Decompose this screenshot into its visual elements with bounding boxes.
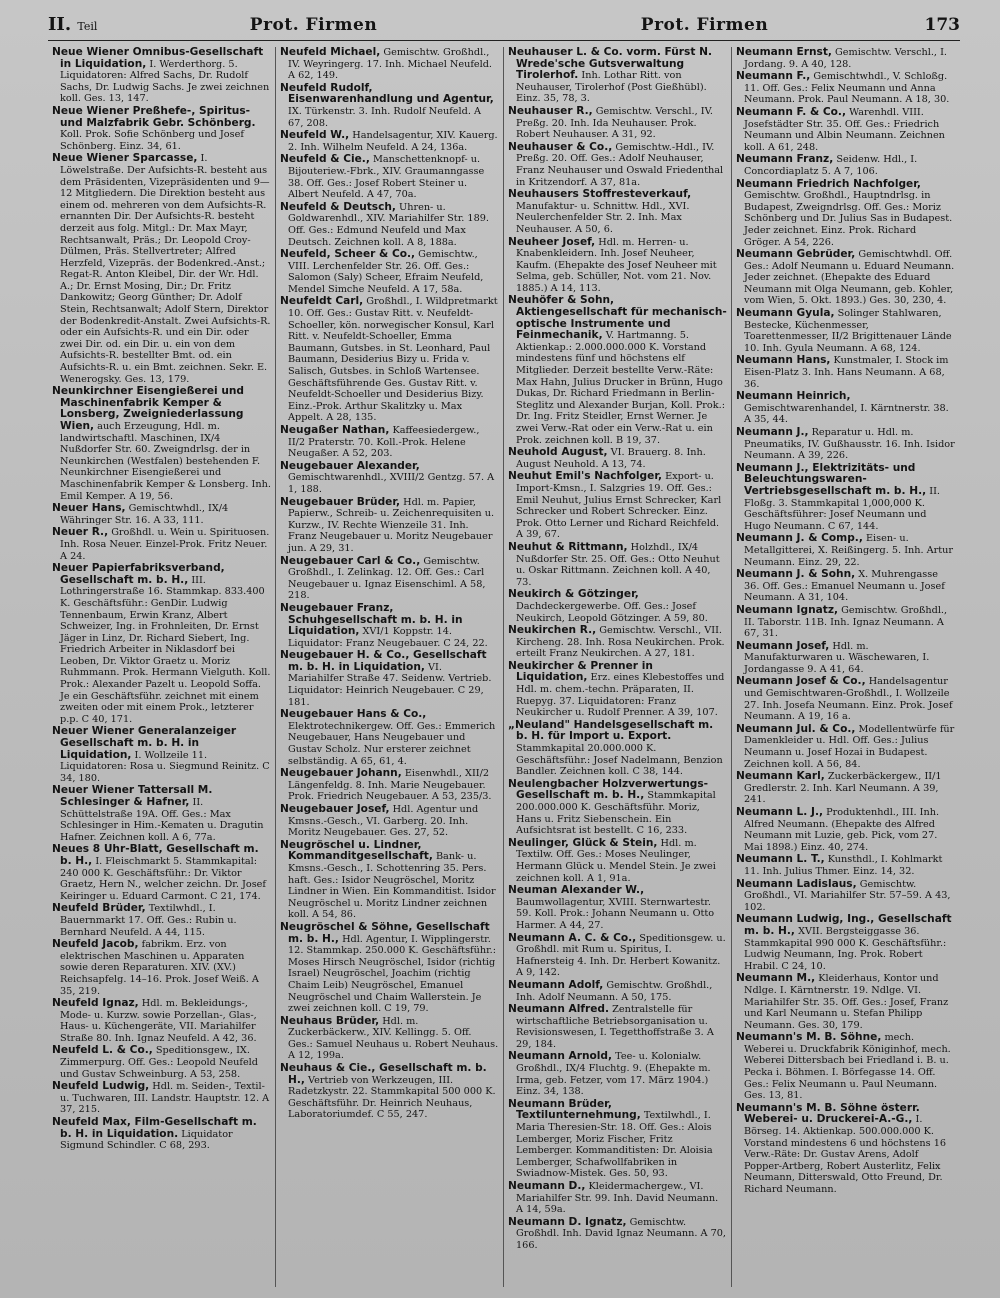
directory-entry — [508, 47, 727, 105]
entry-text: Manschettenknopf- u. Bijouteriew.-Fbrk., XIV. Graumanngasse 38. Off. Ges.: Josef Robert Steiner u. Albert Neufeld. A 47, 70a. — [288, 154, 485, 201]
firm-name: Neuer Wiener Tattersall M. Schlesinger & Hafner, — [52, 784, 213, 808]
entry-text: Gemischtw. Großhdl., IV. Weyringerg. 17. Inh. Michael Neufeld. A 62, 149. — [288, 47, 493, 82]
entry-text: XVII. Bergsteiggasse 36. Stammkapital 990 000 K. Geschäftsführ.: Ludwig Neumann, Ing. Prok. Robert Hrabil. C 24, 10. — [744, 925, 947, 972]
directory-entry — [280, 840, 499, 921]
firm-name: Neulengbacher Holzverwertungs-Gesellschaft m. b. H., — [508, 777, 709, 802]
firm-name: Neugebauer Johann, — [280, 767, 402, 780]
directory-entry — [280, 603, 499, 649]
firm-name: Neuer Wiener Generalanzeiger Gesellschaft m. b. H. in Liquidation, — [52, 725, 237, 761]
part-suffix: Teil — [77, 20, 98, 33]
entry-text: Warenhdl. VIII. Josefstädter Str. 35. Off. Ges.: Friedrich Neumann und Albin Neumann. Zeichnen koll. A 61, 248. — [744, 106, 945, 153]
entry-text: Stammkapital 20.000.000 K. Geschäftsführ.: Josef Nadelmann, Benzion Bandler. Zeichnen koll. C 38, 144. — [516, 743, 723, 778]
firm-name: Neugebauer Franz, Schuhgesellschaft m. b. H. in Liquidation, — [280, 601, 463, 638]
directory-entry — [508, 295, 727, 446]
entry-text: Kleidermachergew., VI. Mariahilfer Str. 99. Inh. David Neumann. A 14, 59a. — [516, 1181, 719, 1216]
directory-entry — [280, 650, 499, 708]
firm-name: Neumann Arnold, — [508, 1050, 613, 1063]
firm-name: „Neuland" Handelsgesellschaft m. b. H. für Import u. Export. — [508, 718, 714, 743]
firm-name: Neumann F. & Co., — [736, 105, 846, 118]
entry-text: Uhren- u. Goldwarenhdl., XIV. Mariahilfer Str. 189. Off. Ges.: Edmund Neufeld und Max Deutsch. Zeichnen koll. A 8, 188a. — [288, 201, 489, 248]
firm-name: Neumann Adolf, — [508, 978, 604, 991]
entry-text: II. Schüttelstraße 19A. Off. Ges.: Max Schlesinger in Him.-Kematen u. Dragutin Hafner. Zeichnen koll. A 6, 77a. — [60, 797, 264, 843]
firm-name: Neunkirchner Eisengießerei und Maschinenfabrik Kemper & Lonsberg, Zweigniederlassung Wien, — [52, 385, 244, 432]
entry-text: Hdl. m. Bekleidungs-, Mode- u. Kurzw. sowie Porzellan-, Glas-, Haus- u. Küchengeräte, VII. Mariahilfer Straße 80. Inh. Ignaz Neufeld. A 42, 36. — [60, 998, 257, 1044]
directory-entry — [280, 497, 499, 555]
firm-name: Neukirch & Götzinger, — [508, 588, 639, 601]
directory-entry — [52, 785, 271, 843]
directory-entry — [52, 1045, 271, 1080]
firm-name: Neumann D. Ignatz, — [508, 1215, 627, 1228]
entry-text: Gemischtw. Verschl., IV. Preßg. 20. Inh. Ida Neuhauser. Prok. Robert Neuhauser. A 31, 92. — [516, 105, 713, 141]
directory-entry — [736, 47, 956, 70]
directory-entry — [280, 709, 499, 767]
firm-name: Neugebauer Hans & Co., — [280, 708, 427, 721]
entry-text: Hdl. Agentur, I. Wipplingerstr. 12. Stammkap. 250.000 K. Geschäftsführ.: Moses Hirsch Neugröschel, Isidor (richtig Israel) Neugröschel, Joachim (richtig Chaim Leib) Neugröschel, Emanuel Neugröschel und Chaim Wallerstein. Je zwei zeichnen koll. C 19, 79. — [288, 933, 497, 1015]
directory-entry — [736, 391, 956, 426]
directory-entry — [736, 1032, 956, 1102]
column-3 — [504, 47, 732, 1287]
entry-text: Baumwollagentur, XVIII. Sternwartestr. 59. Koll. Prok.: Johann Neumann u. Otto Harmer. A 44, 27. — [516, 896, 715, 931]
directory-entry — [508, 471, 727, 541]
firm-name: Neumann Ernst, — [736, 47, 832, 58]
directory-entry — [736, 724, 956, 770]
entry-text: Bank- u. Kmsns.-Gesch., I. Schottenring 35. Pers. haft. Ges.: Isidor Neugröschel, Moritz Lindner in Wien. Ein Kommanditist. Isidor Neugröschel u. Moritz Lindner zeichnen koll. A 54, 86. — [288, 851, 496, 921]
directory-entry — [280, 1016, 499, 1062]
directory-entry — [736, 463, 956, 533]
entry-text: Hdl. m. Manufakturwaren u. Wäschewaren, I. Jordangasse 9. A 41, 64. — [744, 640, 930, 675]
firm-name: Neumann J. & Comp., — [736, 532, 863, 545]
firm-name: Neufeld Jacob, — [52, 938, 139, 951]
firm-name: Neumann Karl, — [736, 770, 825, 783]
firm-name: Neuman Alexander W., — [508, 884, 645, 897]
firm-name: Neumann Gyula, — [736, 307, 835, 320]
entry-text: Inh. Lothar Ritt. von Neuhauser, Tirolerhof (Post Gießhübl). Einz. 35, 78, 3. — [516, 70, 707, 105]
entry-text: Hdl. m. Herren- u. Knabenkleidern. Inh. Josef Neuheer, Kaufm. (Ehepakte des Josef Neuheer mit Selma, geb. Schüller, Not. vom 21. Nov. 1885.) A 14, 113. — [516, 236, 717, 294]
firm-name: Neuhaus Brüder, — [280, 1014, 380, 1027]
entry-text: I. Fleischmarkt 5. Stammkapital: 240 000 K. Geschäftsführ.: Dr. Viktor Graetz, Hern N., welcher zeichn. Dr. Josef Keiringer u. Eduard Carmont. C 21, 174. — [60, 855, 266, 902]
firm-name: Neumann Hans, — [736, 354, 831, 367]
entry-text: IX. Türkenstr. 3. Inh. Rudolf Neufeld. A 67, 208. — [288, 105, 481, 129]
entry-text: II. Floßg. 3. Stammkapital 1,000,000 K. Geschäftsführer: Josef Neumann und Hugo Neumann. C 67, 144. — [744, 485, 940, 532]
entry-text: Elektrotechnikergew. Off. Ges.: Emmerich Neugebauer, Hans Neugebauer und Gustav Scholz. Nur ersterer zeichnet selbständig. A 65, 61, 4. — [288, 720, 496, 767]
entry-text: I. Werderthorg. 5. Liquidatoren: Alfred Sachs, Dr. Rudolf Sachs, Dr. Ludwig Sachs. Je zwei zeichnen koll. Ges. 13, 147. — [60, 58, 270, 105]
directory-entry — [508, 1181, 727, 1216]
firm-name: Neuhut & Rittmann, — [508, 540, 628, 553]
directory-entry — [508, 542, 727, 588]
entry-text: Gemischtwhdl., V. Schloßg. 11. Off. Ges.: Felix Neumann und Anna Neumann. Prok. Paul Neumann. A 18, 30. — [744, 71, 950, 106]
directory-entry — [508, 1099, 727, 1180]
firm-name: Neumann D., — [508, 1180, 586, 1192]
firm-name: Neue Wiener Omnibus-Gesellschaft in Liquidation, — [52, 47, 264, 70]
entry-text: fabrikm. Erz. von elektrischen Maschinen u. Apparaten sowie deren Reparaturen. XIV. (XV.) Reichsapfelg. 14–16. Prok. Josef Weiß. A 35, 219. — [60, 939, 259, 997]
firm-name: Neumann L. T., — [736, 853, 825, 866]
entry-text: Kaffeesiedergew., II/2 Praterstr. 70. Koll.-Prok. Helene Neugaßer. A 52, 203. — [288, 425, 480, 460]
firm-name: Neumann Heinrich, — [736, 390, 851, 403]
directory-entry — [736, 854, 956, 877]
firm-name: Neufeld, Scheer & Co., — [280, 248, 416, 261]
entry-text: Gemischtwarenhandel, I. Kärntnerstr. 38. A 35, 44. — [744, 402, 949, 426]
firm-name: Neuhold August, — [508, 446, 608, 459]
directory-entry — [280, 768, 499, 803]
directory-entry — [280, 556, 499, 602]
entry-text: Hdl. Agentur und Kmsns.-Gesch., VI. Garberg. 20. Inh. Moritz Neugebauer. Ges. 27, 52. — [288, 804, 479, 839]
directory-entry — [508, 625, 727, 660]
directory-entry — [736, 308, 956, 354]
page-number: 173 — [924, 15, 960, 35]
entry-text: Eisenwhdl., XII/2 Längenfeldg. 8. Inh. Marie Neugebauer. Prok. Friedrich Neugebauer. A 53, 235/3. — [288, 768, 492, 803]
directory-entry — [736, 107, 956, 153]
firm-name: Neumann Ladislaus, — [736, 877, 857, 890]
entry-text: mech. Weberei u. Druckfabrik Königinhof, mech. Weberei Dittersbach bei Friedland i. B. u. Pecka i. Böhmen. I. Börfegasse 14. Off. Ges.: Felix Neumann u. Paul Neumann. Ges. 13, 81. — [744, 1032, 951, 1102]
firm-name: Neumann's M. B. Söhne österr. Weberei- u. Druckerei-A.-G., — [736, 1101, 920, 1126]
entry-text: III. Lothringerstraße 16. Stammkap. 833.400 K. Geschäftsführ.: GenDir. Ludwig Tennenbaum, Erwin Kranz, Albert Schweizer, Ing. in Frohnleiten, Dr. Ernst Jäger in Linz, Dr. Richard Siebert, Ing. Friedrich Arbeiter in Niklasdorf bei Leoben, Dr. Viktor Graetz u. Moriz Ruhmmann. Prok. Hermann Vielguth. Koll. Prok.: Alexander Pazelt u. Leopold Soffa. Je ein Geschäftsführ. zeichnet mit einem zweiten oder mit einem Prok., letzterer p.p. C 40, 171. — [60, 574, 271, 725]
entry-text: Produktenhdl., III. Inh. Alfred Neumann. (Ehepakte des Alfred Neumann mit Luzie, geb. Pick, vom 27. Mai 1898.) Einz. 40, 274. — [744, 807, 940, 853]
directory-entry — [52, 106, 271, 152]
firm-name: Neulinger, Glück & Stein, — [508, 836, 658, 849]
directory-entry — [736, 771, 956, 806]
firm-name: Neumann Jul. & Co., — [736, 722, 856, 735]
directory-entry — [736, 355, 956, 390]
firm-name: Neumann F., — [736, 70, 811, 83]
directory-entry — [52, 153, 271, 385]
directory-entry — [508, 838, 727, 884]
directory-entry — [52, 844, 271, 902]
directory-entry — [280, 461, 499, 496]
entry-text: Stammkapital 200.000.000 K. Geschäftsführ. Moriz, Hans u. Fritz Siebenschein. Ein Aufsichtsrat ist bestellt. C 16, 233. — [516, 790, 716, 837]
firm-name: Neufeld Ludwig, — [52, 1080, 150, 1093]
entry-text: I. Löwelstraße. Der Aufsichts-R. besteht aus dem Präsidenten, Vizepräsidenten und 9—12 Mitgliedern. Die Direktion besteht aus einem od. mehreren von dem Aufsichts-R. ernannten Dir. Der Aufsichts-R. besteht derzeit aus folg. Mitgl.: Dr. Max Mayr, Rechtsanwalt, Präs.; Dr. Leopold Croy-Dülmen, Präs. Stellvertreter; Alfred Herzfeld, Vizepräs. der Bodenkred.-Anst.; Regat-R. Anton Kleibel, Dir. der Wr. Hdl. A.; Dr. Ernst Mosing, Dir.; Dr. Fritz Dankowitz; Georg Günther; Dr. Adolf Stein, Rechtsanwalt; Adolf Stern, Direktor der Bodenkredit-Anstalt. Zwei Aufsichts-R. oder ein Aufsichts-R. und ein Dir. oder zwei Dir. od. ein Dir. u. ein von dem Aufsichts-R. bestellter Bmt. od. ein Aufsichts-R. u. ein Bmt. zeichnen. Sekr. E. Wenerogsky. Ges. 13, 179. — [60, 153, 271, 385]
directory-entry — [508, 1004, 727, 1050]
part-number: II. — [48, 14, 72, 35]
firm-name: Neumann Josef, — [736, 639, 830, 652]
firm-name: Neumann J., Elektrizitäts- und Beleuchtungswaren-Vertriebsgesellschaft m. b. H., — [736, 461, 927, 497]
entry-text: Erz. eines Klebestoffes und Hdl. m. chem.-techn. Präparaten, II. Ruepyg. 37. Liquidatoren: Franz Neukircher u. Rudolf Prenner. A 39, 107. — [516, 672, 725, 719]
directory-entry — [52, 726, 271, 784]
entry-text: Speditionsgew., IX. Zimmerpurg. Off. Ges.: Leopold Neufeld und Gustav Schweinburg. A 53, 258. — [60, 1045, 258, 1080]
firm-name: Neuhaus & Cie., Gesellschaft m. b. H., — [280, 1062, 487, 1086]
firm-name: Neuhauser R., — [508, 104, 593, 117]
directory-entry — [736, 154, 956, 177]
firm-name: Neumann Josef & Co., — [736, 675, 866, 688]
entry-text: Textilwhdl., I. Bauernmarkt 17. Off. Ges.: Rubin u. Bernhard Neufeld. A 44, 115. — [60, 903, 237, 938]
entry-text: Koll. Prok. Sofie Schönberg und Josef Schönberg. Einz. 34, 61. — [60, 129, 244, 152]
directory-entry — [508, 980, 727, 1003]
part-label — [48, 14, 118, 35]
firm-name: Neugebauer Brüder, — [280, 495, 401, 508]
entry-text: X. Muhrengasse 36. Off. Ges.: Emanuel Neumann u. Josef Neumann. A 31, 104. — [744, 569, 945, 604]
firm-name: Neugröschel u. Lindner, Kommanditgesellschaft, — [280, 838, 433, 863]
entry-text: Liquidator Sigmund Schindler. C 68, 293. — [60, 1128, 233, 1152]
entry-text: Textilwhdl., I. Maria Theresien-Str. 18. Off. Ges.: Alois Lemberger, Moriz Fischer, Fritz Lemberger. Kommanditisten: Dr. Aloisia Lemberger, Schafwollfabriken in Swiadnow-Mistek. Ges. 50, 93. — [516, 1110, 713, 1180]
directory-entry — [280, 154, 499, 200]
firm-name: Neumann Ignatz, — [736, 603, 839, 616]
directory-entry — [52, 527, 271, 562]
firm-name: Neugebauer Alexander, — [280, 459, 420, 472]
directory-entry — [508, 589, 727, 624]
directory-entry — [52, 939, 271, 997]
directory-columns — [48, 47, 960, 1287]
firm-name: Neue Wiener Preßhefe-, Spiritus- und Malzfabrik Gebr. Schönberg. — [52, 104, 256, 129]
firm-name: Neufeldt Carl, — [280, 295, 364, 308]
entry-text: Hdl. m. Seiden-, Textil- u. Tuchwaren, III. Landstr. Hauptstr. 12. A 37, 215. — [60, 1081, 270, 1116]
entry-text: Großhdl. u. Wein u. Spirituosen. Inh. Rosa Neuer. Einzel-Prok. Fritz Neuer. A 24. — [60, 527, 270, 562]
directory-entry — [52, 386, 271, 502]
entry-text: auch Erzeugung, Hdl. m. landwirtschaftl. Maschinen, IX/4 Nußdorfer Str. 60. Zweigndrlsg. der in Neunkirchen (Westfalen) bestehenden F. Neunkirchner Eisengießerei und Maschinenfabrik Kemper & Lonsberg. Inh. Emil Kemper. A 19, 56. — [60, 421, 271, 502]
directory-entry — [508, 1217, 727, 1252]
firm-name: Neuer Papierfabriksverband, Gesellschaft m. b. H., — [52, 562, 225, 586]
entry-text: Gemischtw. Großhdl., II. Taborstr. 11B. Inh. Ignaz Neumann. A 67, 31. — [744, 604, 948, 640]
entry-text: Modellentwürfe für Damenkleider u. Hdl. Off. Ges.: Julius Neumann u. Josef Hozai in Budapest. Zeichnen koll. A 56, 84. — [744, 723, 955, 770]
directory-entry — [508, 189, 727, 235]
entry-text: Solinger Stahlwaren, Bestecke, Küchenmesser, Toarettenmesser, II/2 Brigittenauer Lände 10. Inh. Gyula Neumann. A 68, 124. — [744, 308, 952, 354]
entry-text: I. Wollzeile 11. Liquidatoren: Rosa u. Siegmund Reinitz. C 34, 180. — [60, 749, 270, 784]
firm-name: Neufeld Max, Film-Gesellschaft m. b. H. in Liquidation. — [52, 1116, 257, 1140]
firm-name: Neuhut Emil's Nachfolger, — [508, 470, 663, 483]
directory-entry — [508, 237, 727, 295]
directory-entry — [736, 807, 956, 853]
directory-entry — [52, 47, 271, 105]
entry-text: Zuckerbäckergew., II/1 Gredlerstr. 2. Inh. Karl Neumann. A 39, 241. — [744, 771, 942, 806]
directory-entry — [508, 142, 727, 188]
directory-entry — [508, 720, 727, 778]
firm-name: Neumann Brüder, Textilunternehmung, — [508, 1097, 641, 1122]
column-2 — [276, 47, 504, 1287]
entry-text: Gemischtw., VIII. Lerchenfelder Str. 26. Off. Ges.: Salomon (Saly) Scheer, Efraim Neufeld, Mendel Simche Neufeld. A 17, 58a. — [288, 249, 484, 295]
directory-entry — [280, 249, 499, 295]
directory-entry — [52, 903, 271, 938]
column-4 — [732, 47, 960, 1287]
entry-text: Hdl. m. Zuckerbäckerw., XIV. Kellingg. 5. Off. Ges.: Samuel Neuhaus u. Robert Neuhaus. A 12, 199a. — [288, 1015, 499, 1062]
firm-name: Neuhöfer & Sohn, Aktiengesellschaft für mechanisch-optische Instrumente und Feinmechanik, — [508, 294, 727, 342]
directory-entry — [280, 296, 499, 424]
entry-text: Tee- u. Kolonialw. Großhdl., IX/4 Fluchtg. 9. (Ehepakte m. Irma, geb. Fetzer, vom 17. März 1904.) Einz. 34, 138. — [516, 1051, 711, 1098]
firm-name: Neumann Franz, — [736, 153, 834, 166]
entry-text: Hdl. m. Papier, Papierw., Schreib- u. Zeichenrequisiten u. Kurzw., IV. Rechte Wienzeile 31. Inh. Franz Neugebauer u. Moritz Neugebauer jun. A 29, 31. — [288, 496, 495, 554]
firm-name: Neufeld Michael, — [280, 47, 381, 58]
entry-text: Gemischtwhdl. Off. Ges.: Adolf Neumann u. Eduard Neumann. Jeder zeichnet. (Ehepakte des Eduard Neumann mit Olga Neumann, geb. Kohler, vom Wien, 5. Okt. 1893.) Ges. 30, 230, 4. — [744, 249, 955, 307]
firm-name: Neumann's M. B. Söhne, — [736, 1031, 882, 1044]
entry-text: Vertrieb von Werkzeugen, III. Radetzkystr. 22. Stammkapital 500 000 K. Geschäftsführ. Dr. Heinrich Neuhaus, Laboratoriumdef. C 55, 247. — [288, 1074, 496, 1121]
entry-text: Großhdl., I. Wildpretmarkt 10. Off. Ges.: Gustav Ritt. v. Neufeldt-Schoeller, kön. norwegischer Konsul, Karl Ritt. v. Neufeldt-Schoeller, Emma Baumann, Gutsbes. in St. Leonhard, Paul Baumann, Desiderius Bizy u. Frida v. Salisch, Gutsbes. in Schloß Wartensee. Geschäftsführende Ges. Gustav Ritt. v. Neufeldt-Schoeller und Desiderius Bizy. Einz.-Prok. Arthur Skalitzky u. Max Appelt. A 28, 135. — [288, 296, 498, 424]
directory-entry — [280, 130, 499, 153]
firm-name: Neuhauser & Co., — [508, 140, 613, 153]
page-header — [48, 14, 960, 41]
firm-name: Neugaßer Nathan, — [280, 424, 390, 436]
directory-entry — [736, 605, 956, 640]
directory-entry — [280, 922, 499, 1015]
entry-text: Gemischtw. Großhdl., I. Zelinkag. 12. Off. Ges.: Carl Neugebauer u. Ignaz Eisenschiml. A 58, 218. — [288, 555, 486, 602]
firm-name: Neumann Alfred. — [508, 1003, 610, 1016]
firm-name: Neufeld Brüder, — [52, 902, 146, 915]
directory-entry — [736, 973, 956, 1031]
directory-entry — [280, 47, 499, 82]
firm-name: Neumann J., — [736, 426, 809, 438]
firm-name: Neufeld L. & Co., — [52, 1044, 153, 1057]
entry-text: Gemischtw. Verschl., I. Jordang. 9. A 40, 128. — [744, 47, 947, 70]
directory-entry — [736, 1103, 956, 1196]
entry-text: Export- u. Import-Kmsn., I. Salzgries 19. Off. Ges.: Emil Neuhut, Julius Ernst Schrecker, Karl Schrecker und Robert Schrecker. Einz. Prok. Otto Lerner und Richard Reichfeld. A 39, 67. — [516, 471, 722, 541]
entry-text: Gemischtw. Großhdl., VI. Mariahilfer Str. 57–59. A 43, 102. — [744, 878, 951, 913]
entry-text: Speditionsgew. u. Großhdl. mit Rum u. Spiritus, I. Hafnersteig 4. Inh. Dr. Herbert Kowanitz. A 9, 142. — [516, 932, 726, 979]
firm-name: Neumann Gebrüder, — [736, 248, 856, 261]
entry-text: Handelsagentur und Gemischtwaren-Großhdl., I. Wollzeile 27. Inh. Josefa Neumann. Einz. Prok. Josef Neumann. A 19, 16 a. — [744, 676, 953, 723]
entry-text: Eisen- u. Metallgitterei, X. Reißingerg. 5. Inh. Artur Neumann. Einz. 29, 22. — [744, 533, 954, 568]
firm-name: Neumann Friedrich Nachfolger, — [736, 177, 921, 190]
directory-entry — [508, 779, 727, 837]
directory-entry — [736, 249, 956, 307]
running-title-left: Prot. Firmen — [249, 15, 378, 35]
firm-name: Neumann L. J., — [736, 806, 824, 818]
directory-entry — [736, 533, 956, 568]
entry-text: Gemischtw. Großhdl., Hauptndrlsg. in Budapest, Zweigndrlsg. Off. Ges.: Moriz Schönberg und Dr. Julius Sas in Budapest. Jeder zeichnet. Einz. Prok. Richard Gröger. A 54, 226. — [744, 190, 953, 248]
entry-text: Gemischtwarenhdl., XVIII/2 Gentzg. 57. A 1, 188. — [288, 472, 495, 495]
entry-text: Holzhdl., IX/4 Nußdorfer Str. 25. Off. Ges.: Otto Neuhut u. Oskar Rittmann. Zeichnen koll. A 40, 73. — [516, 541, 720, 588]
firm-name: Neugröschel & Söhne, Gesellschaft m. b. H., — [280, 920, 490, 945]
directory-entry — [52, 503, 271, 526]
firm-name: Neumann A. C. & Co., — [508, 931, 637, 944]
directory-entry — [280, 202, 499, 248]
firm-name: Neukircher & Prenner in Liquidation, — [508, 659, 653, 684]
entry-text: Reparatur u. Hdl. m. Pneumatiks, IV. Gußhausstr. 16. Inh. Isidor Neumann. A 39, 226. — [744, 427, 955, 462]
entry-text: Manufaktur- u. Schnittw. Hdl., XVI. Neulerchenfelder Str. 2. Inh. Max Neuhauser. A 50, 6. — [516, 200, 690, 235]
directory-entry — [736, 569, 956, 604]
firm-name: Neuhausers Stoffresteverkauf, — [508, 188, 692, 201]
directory-entry — [736, 879, 956, 914]
directory-entry — [736, 914, 956, 972]
firm-name: Neufeld & Deutsch, — [280, 200, 396, 213]
firm-name: Neugebauer Josef, — [280, 803, 390, 815]
directory-entry — [508, 885, 727, 931]
directory-entry — [52, 1081, 271, 1116]
directory-entry — [52, 1117, 271, 1152]
directory-entry — [52, 998, 271, 1044]
directory-entry — [736, 179, 956, 249]
directory-entry — [508, 933, 727, 979]
directory-entry — [736, 641, 956, 676]
firm-name: Neufeld Rudolf, Eisenwarenhandlung und Agentur, — [280, 81, 494, 106]
entry-text: Zentralstelle für wirtschaftliche Betriebsorganisation u. Revisionswesen, I. Tegetthoffstraße 3. A 29, 184. — [516, 1004, 714, 1050]
firm-name: Neuer R., — [52, 526, 109, 539]
directory-entry — [508, 447, 727, 470]
directory-entry — [736, 676, 956, 722]
entry-text: Dachdeckergewerbe. Off. Ges.: Josef Neukirch, Leopold Götzinger. A 59, 80. — [516, 600, 708, 624]
entry-text: Seidenw. Hdl., I. Concordiaplatz 5. A 7, 106. — [744, 154, 918, 177]
firm-name: Neuer Hans, — [52, 502, 126, 515]
entry-text: Kunsthdl., I. Kohlmarkt 11. Inh. Julius Thmer. Einz. 14, 32. — [744, 854, 943, 877]
firm-name: Neufeld W., — [280, 129, 350, 142]
entry-text: Kleiderhaus, Kontor und Ndlge. I. Kärntnerstr. 19. Ndlge. VI. Mariahilfer Str. 35. Off. Ges.: Josef, Franz und Karl Neumann u. Stefan Philipp Neumann. Ges. 30, 179. — [744, 973, 949, 1031]
entry-text: Gemischtw.-Hdl., IV. Preßg. 20. Off. Ges.: Adolf Neuhauser, Franz Neuhauser und Oswald Friedenthal in Kritzendorf. A 37, 81a. — [516, 141, 724, 188]
entry-text: I. Börseg. 14. Aktienkap. 500.000.000 K. Vorstand mindestens 6 und höchstens 16 Verw.-Räte: Dr. Gustav Arens, Adolf Popper-Artberg, Robert Austerlitz, Felix Neumann, Ditterswald, Otto Freund, Dr. Richard Neumann. — [744, 1114, 947, 1195]
entry-text: VI. Brauerg. 8. Inh. August Neuhold. A 13, 74. — [516, 447, 706, 470]
directory-entry — [508, 1051, 727, 1097]
running-title-right: Prot. Firmen — [640, 15, 769, 35]
entry-text: Hdl. m. Textilw. Off. Ges.: Moses Neulinger, Hermann Glück u. Mendel Stein. Je zwei zeichnen koll. A 1, 91a. — [516, 837, 716, 884]
entry-text: Gemischtw. Verschl., VII. Kircheng. 28. Inh. Rosa Neukirchen. Prok. erteilt Franz Neukirchen. A 27, 181. — [516, 625, 725, 660]
firm-name: Neuhauser L. & Co. vorm. Fürst N. Wrede'sche Gutsverwaltung Tirolerhof. — [508, 47, 712, 82]
entry-text: Kunstmaler, I. Stock im Eisen-Platz 3. Inh. Hans Neumann. A 68, 36. — [744, 355, 949, 390]
firm-name: Neues 8 Uhr-Blatt, Gesellschaft m. b. H., — [52, 843, 259, 867]
directory-entry — [508, 661, 727, 719]
directory-entry — [280, 83, 499, 129]
firm-name: Neue Wiener Sparcasse, — [52, 152, 198, 165]
directory-entry — [280, 1063, 499, 1121]
directory-entry — [736, 71, 956, 106]
entry-text: V. Hartmanng. 5. Aktienkap.: 2.000.000.000 K. Vorstand mindestens fünf und höchstens elf Mitglieder. Derzeit bestellte Verw.-Räte: Max Hahn, Julius Drucker in Brünn, Hugo Dukas, Dr. Richard Friedmann in Berlin-Steglitz und Alexander Burjan, Koll. Prok.: Dr. Ing. Fritz Steidler, Ernst Werner. Je zwei Verw.-Rat oder ein Verw.-Rat u. ein Prok. zeichnen koll. B 19, 37. — [516, 330, 725, 446]
entry-text: Gemischtw. Großhdl. Inh. David Ignaz Neumann. A 70, 166. — [516, 1216, 726, 1251]
entry-text: Gemischtw. Großhdl., Inh. Adolf Neumann. A 50, 175. — [516, 979, 713, 1003]
firm-name: Neufeld Ignaz, — [52, 997, 139, 1010]
firm-name: Neumann Ludwig, Ing., Gesellschaft m. b. H., — [736, 913, 952, 937]
entry-text: Gemischtwhdl., IX/4 Währinger Str. 16. A 33, 111. — [60, 503, 229, 526]
directory-entry — [280, 804, 499, 839]
column-1 — [48, 47, 276, 1287]
entry-text: XVI/1 Koppstr. 14. Liquidator: Franz Neugebauer. C 24, 22. — [288, 626, 488, 649]
firm-name: Neufeld & Cie., — [280, 153, 370, 166]
firm-name: Neuheer Josef, — [508, 235, 596, 248]
directory-entry — [736, 427, 956, 462]
firm-name: Neumann M., — [736, 972, 816, 985]
directory-entry — [508, 106, 727, 141]
directory-entry — [52, 563, 271, 725]
firm-name: Neugebauer Carl & Co., — [280, 554, 421, 567]
directory-entry — [280, 425, 499, 460]
entry-text: VI. Mariahilfer Straße 47. Seidenw. Vertrieb. Liquidator: Heinrich Neugebauer. C 29, 181. — [288, 661, 492, 708]
firm-name: Neumann J. & Sohn, — [736, 568, 856, 581]
firm-name: Neugebauer H. & Co., Gesellschaft m. b. H. in Liquidation, — [280, 649, 487, 673]
entry-text: Handelsagentur, XIV. Kauerg. 2. Inh. Wilhelm Neufeld. A 24, 136a. — [288, 130, 498, 153]
firm-name: Neukirchen R., — [508, 624, 597, 637]
